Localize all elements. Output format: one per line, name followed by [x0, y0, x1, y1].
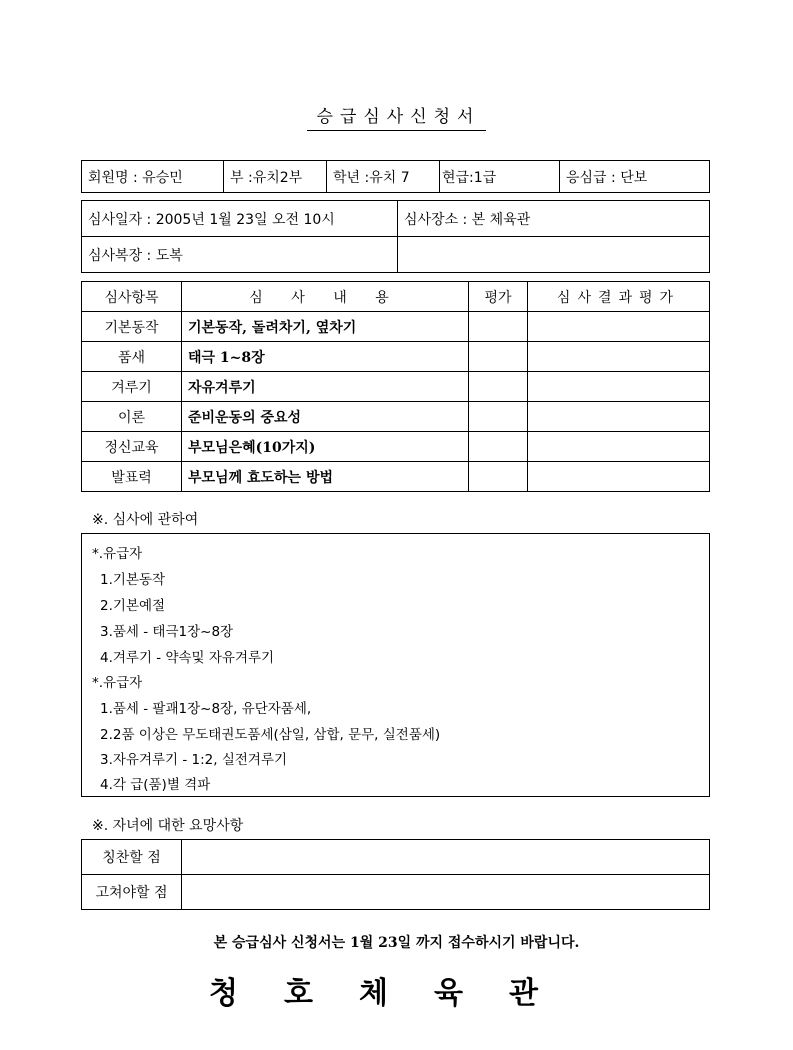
praise-field[interactable]	[182, 840, 710, 875]
notes-heading: ※. 심사에 관하여	[92, 512, 199, 528]
note-line: 1.품세 - 팔괘1장~8장, 유단자품세,	[100, 701, 312, 717]
item-name: 이론	[82, 402, 182, 432]
note-line: 2.2품 이상은 무도태권도품세(삼일, 삼합, 문무, 실전품세)	[100, 727, 441, 743]
item-evaluation	[469, 372, 528, 402]
item-result	[528, 372, 710, 402]
requests-table	[81, 839, 710, 910]
note-line: *.유급자	[92, 675, 143, 691]
item-content: 준비운동의 중요성	[182, 402, 469, 432]
item-name: 기본동작	[82, 312, 182, 342]
member-name: 회원명 : 유승민	[82, 161, 224, 193]
note-line: 2.기본예절	[100, 598, 166, 614]
empty-cell	[398, 237, 710, 273]
item-content: 부모님은혜(10가지)	[182, 432, 469, 462]
item-name: 발표력	[82, 462, 182, 492]
item-content: 기본동작, 돌려차기, 옆차기	[182, 312, 469, 342]
improve-field[interactable]	[182, 875, 710, 910]
note-line: 4.각 급(품)별 격파	[100, 777, 211, 793]
table-row	[82, 402, 710, 432]
exam-place: 심사장소 : 본 체육관	[398, 201, 710, 237]
item-content: 부모님께 효도하는 방법	[182, 462, 469, 492]
applicant-table	[81, 160, 710, 193]
note-line: 3.자유겨루기 - 1:2, 실전겨루기	[100, 752, 288, 768]
document-title: 승급심사신청서	[0, 102, 793, 127]
exam-items-table	[81, 281, 710, 492]
table-row	[82, 462, 710, 492]
header-content: 심 사 내 용	[182, 282, 469, 312]
item-name: 겨루기	[82, 372, 182, 402]
table-row	[82, 342, 710, 372]
exam-attire: 심사복장 : 도복	[82, 237, 398, 273]
item-content: 태극 1~8장	[182, 342, 469, 372]
exam-info-table	[81, 200, 710, 273]
organization-name: 청호체육관	[209, 976, 584, 1011]
department: 부 :유치2부	[224, 161, 327, 193]
item-evaluation	[469, 312, 528, 342]
item-name: 품새	[82, 342, 182, 372]
header-item: 심사항목	[82, 282, 182, 312]
note-line: 4.겨루기 - 약속및 자유겨루기	[100, 650, 275, 666]
deadline-notice: 본 승급심사 신청서는 1월 23일 까지 접수하시기 바랍니다.	[213, 935, 580, 951]
table-row	[82, 372, 710, 402]
item-name: 정신교육	[82, 432, 182, 462]
exam-date: 심사일자 : 2005년 1월 23일 오전 10시	[82, 201, 398, 237]
item-result	[528, 402, 710, 432]
improve-label: 고쳐야할 점	[82, 875, 182, 910]
note-line: *.유급자	[92, 546, 143, 562]
applied-rank: 응심급 : 단보	[560, 161, 710, 193]
item-evaluation	[469, 402, 528, 432]
item-evaluation	[469, 342, 528, 372]
note-line: 3.품세 - 태극1장~8장	[100, 624, 234, 640]
header-evaluation: 평가	[469, 282, 528, 312]
requests-heading: ※. 자녀에 대한 요망사항	[92, 818, 244, 834]
notes-box	[81, 533, 710, 797]
current-rank: 현급:1급	[440, 161, 560, 193]
note-line: 1.기본동작	[100, 572, 166, 588]
header-result: 심사결과평가	[528, 282, 710, 312]
item-evaluation	[469, 462, 528, 492]
item-result	[528, 432, 710, 462]
item-result	[528, 342, 710, 372]
table-row	[82, 312, 710, 342]
item-result	[528, 462, 710, 492]
table-row	[82, 432, 710, 462]
item-content: 자유겨루기	[182, 372, 469, 402]
praise-label: 칭찬할 점	[82, 840, 182, 875]
item-evaluation	[469, 432, 528, 462]
item-result	[528, 312, 710, 342]
school-grade: 학년 :유치 7	[327, 161, 440, 193]
